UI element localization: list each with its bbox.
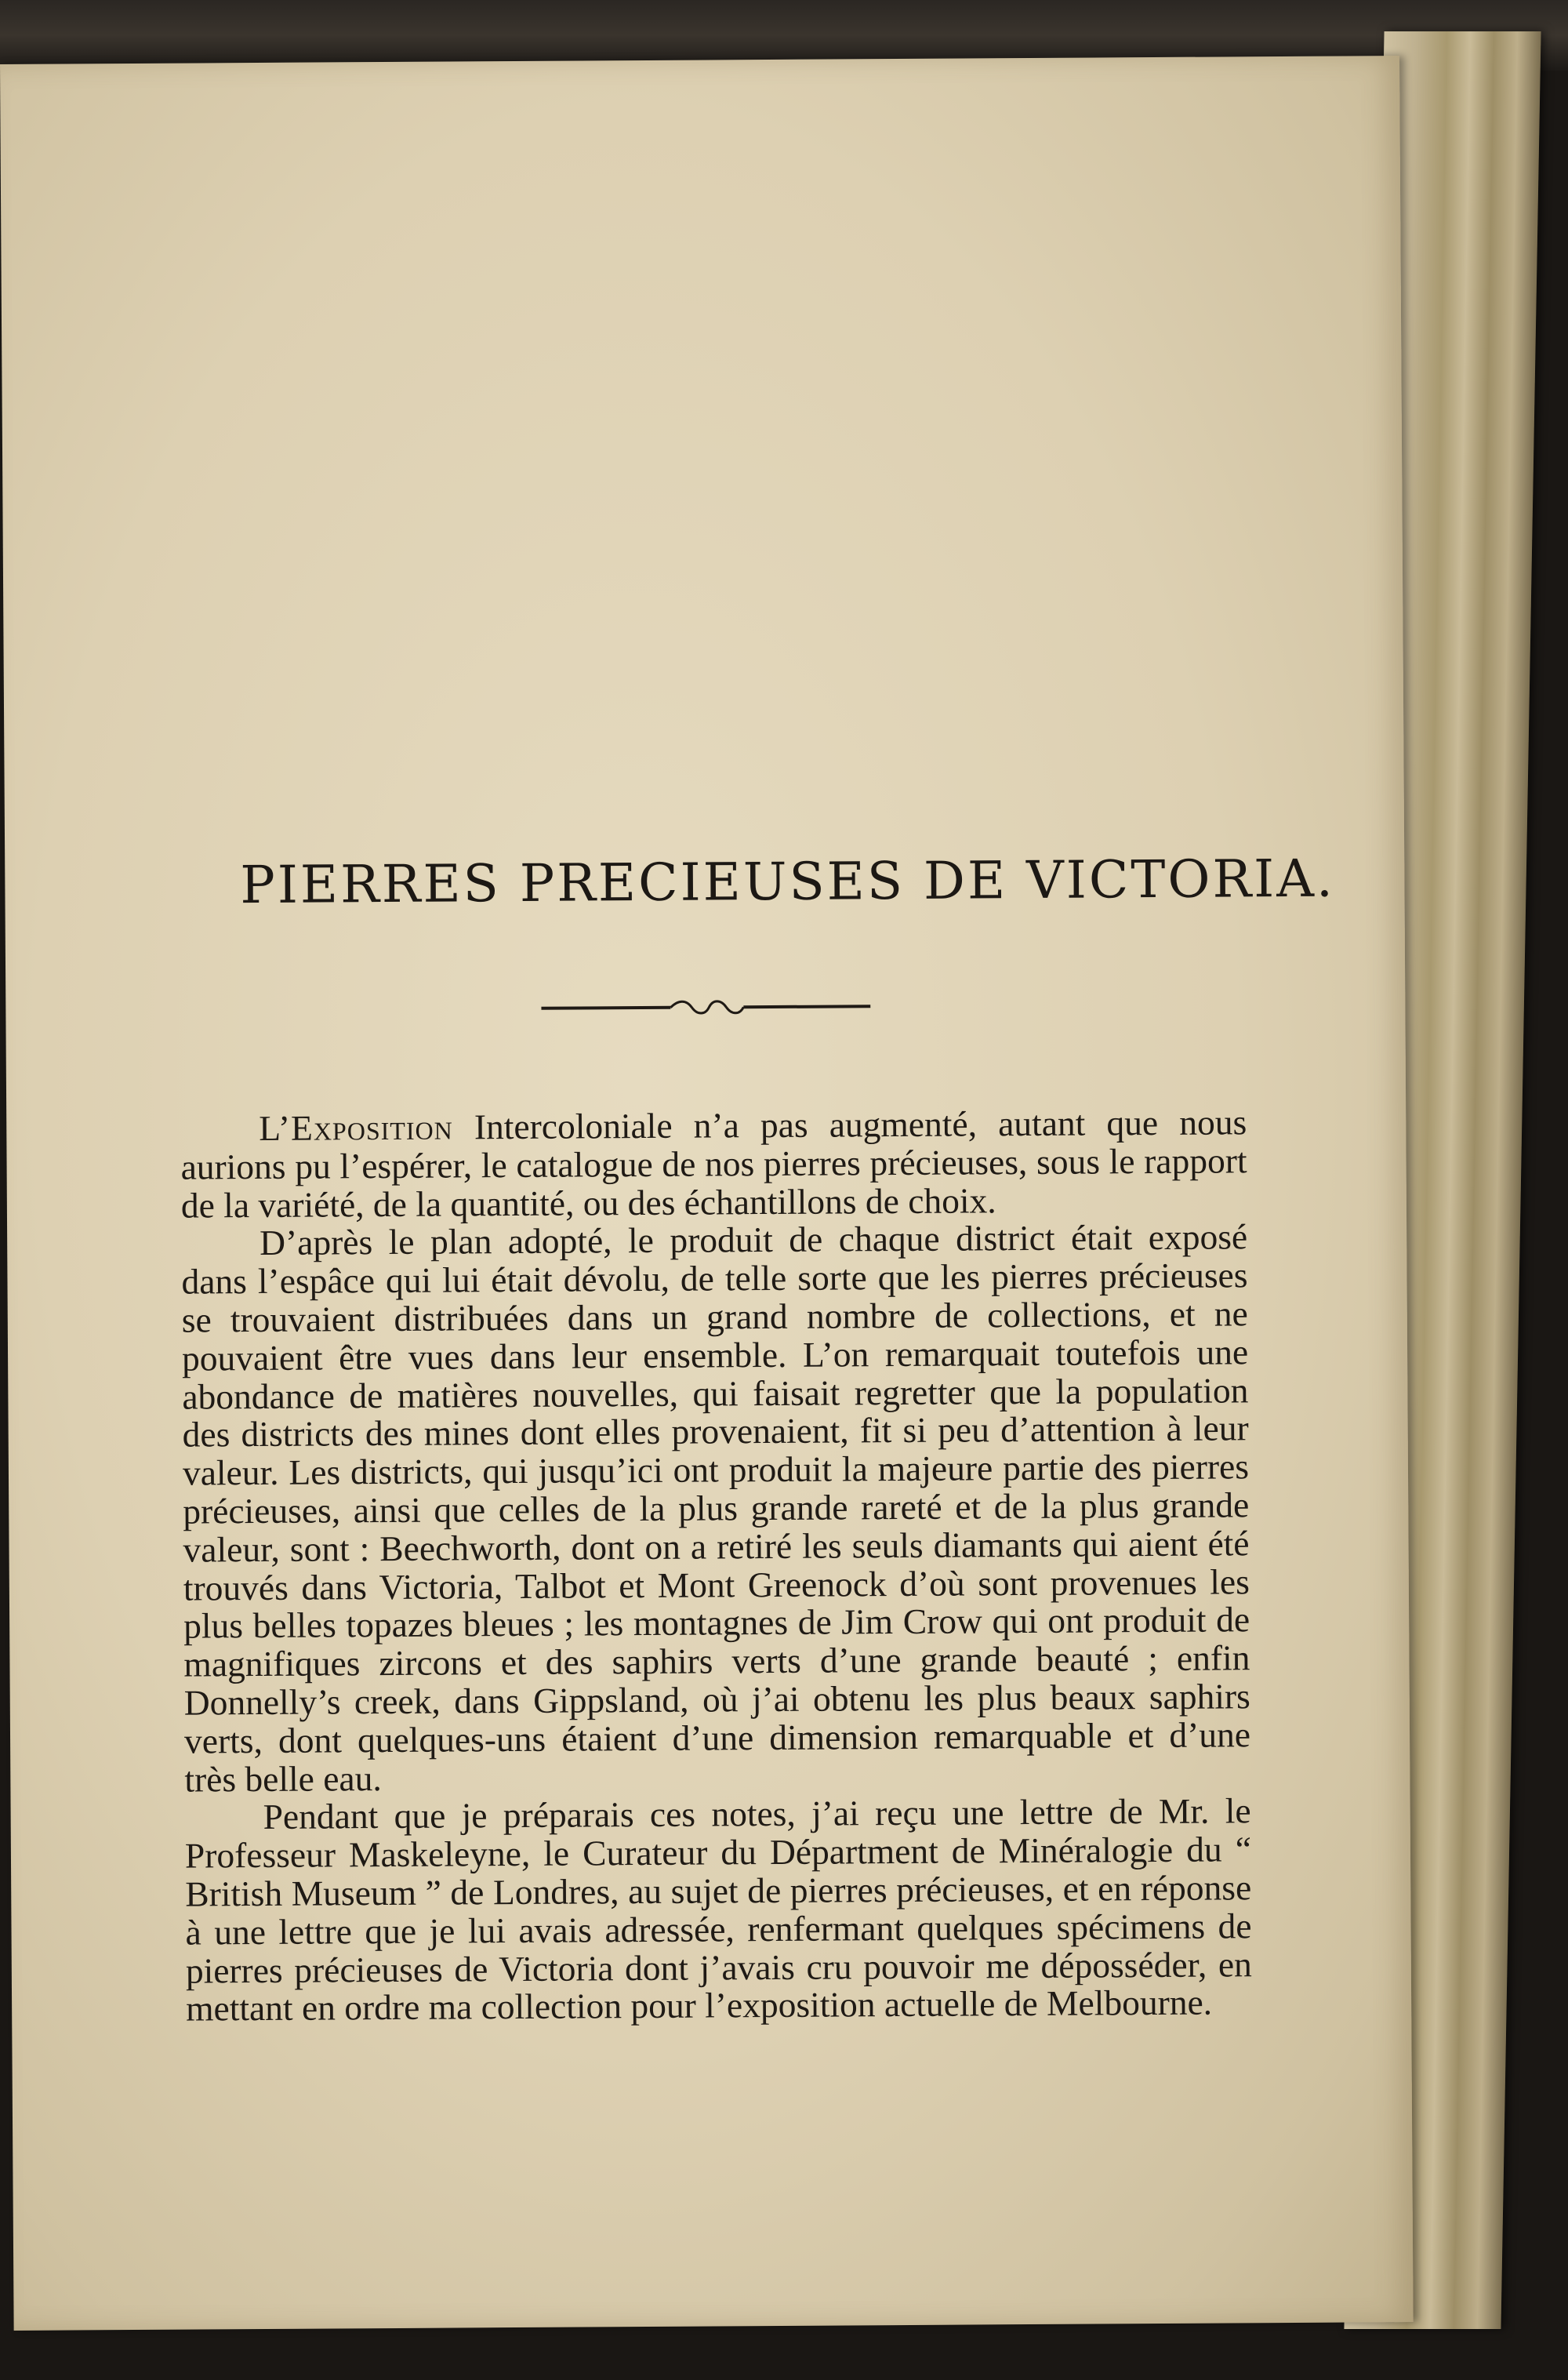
book-page <box>0 56 1414 2331</box>
paragraph-lead-word: L’Exposition <box>259 1106 453 1149</box>
paragraph-1 <box>180 1103 1247 1225</box>
page-title: PIERRES PRECIEUSES DE VICTORIA. <box>240 848 1336 916</box>
paragraph-2: D’après le plan adopté, le produit de chaque district était exposé dans l’espâce qui lui était dévolu, de telle sorte que les pierres précieuses se trouvaient distribuées dans un grand nombre de collections, et ne pouvaient être vues dans leur ensemble. L’on remarquait toutefois une abondance de matières nouvelles, qui faisait regretter que la population des districts des mines dont elles provenaient, fit si peu d’attention à leur valeur. Les districts, qui jusqu’ici ont produit la majeure partie des pierres précieuses, ainsi que celles de la plus grande rareté et de la plus grande valeur, sont : Beechworth, dont on a retiré les seuls diamants qui aient été trouvés dans Victoria, Talbot et Mont Greenock d’où sont provenues les plus belles topazes bleues ; les montagnes de Jim Crow qui ont produit de magnifiques zircons et des saphirs verts d’une grande beauté ; enfin Donnelly’s creek, dans Gippsland, où j’ai obtenu les plus beaux saphirs verts, dont quelques-uns étaient d’une dimension remarquable et d’une très belle eau. <box>181 1216 1251 1800</box>
body-text <box>180 1103 1252 2028</box>
paragraph-1-text: Intercoloniale n’a pas augmenté, autant que nous aurions pu l’espérer, le catalogue de nos pierres précieuses, sous le rapport de la variété, de la quantité, ou des échantillons de choix. <box>180 1102 1247 1226</box>
paragraph-3: Pendant que je préparais ces notes, j’ai reçu une lettre de Mr. le Professeur Maskeleyne, le Curateur du Départment de Minéralogie du “ British Museum ” de Londres, au sujet de pierres précieuses, et en réponse à une lettre que je lui avais adressée, renfermant quelques spécimens de pierres précieuses de Victoria dont j’avais cru pouvoir me déposséder, en mettant en ordre ma collection pour l’exposition actuelle de Melbourne. <box>184 1790 1252 2029</box>
ornament-divider <box>541 994 870 1020</box>
